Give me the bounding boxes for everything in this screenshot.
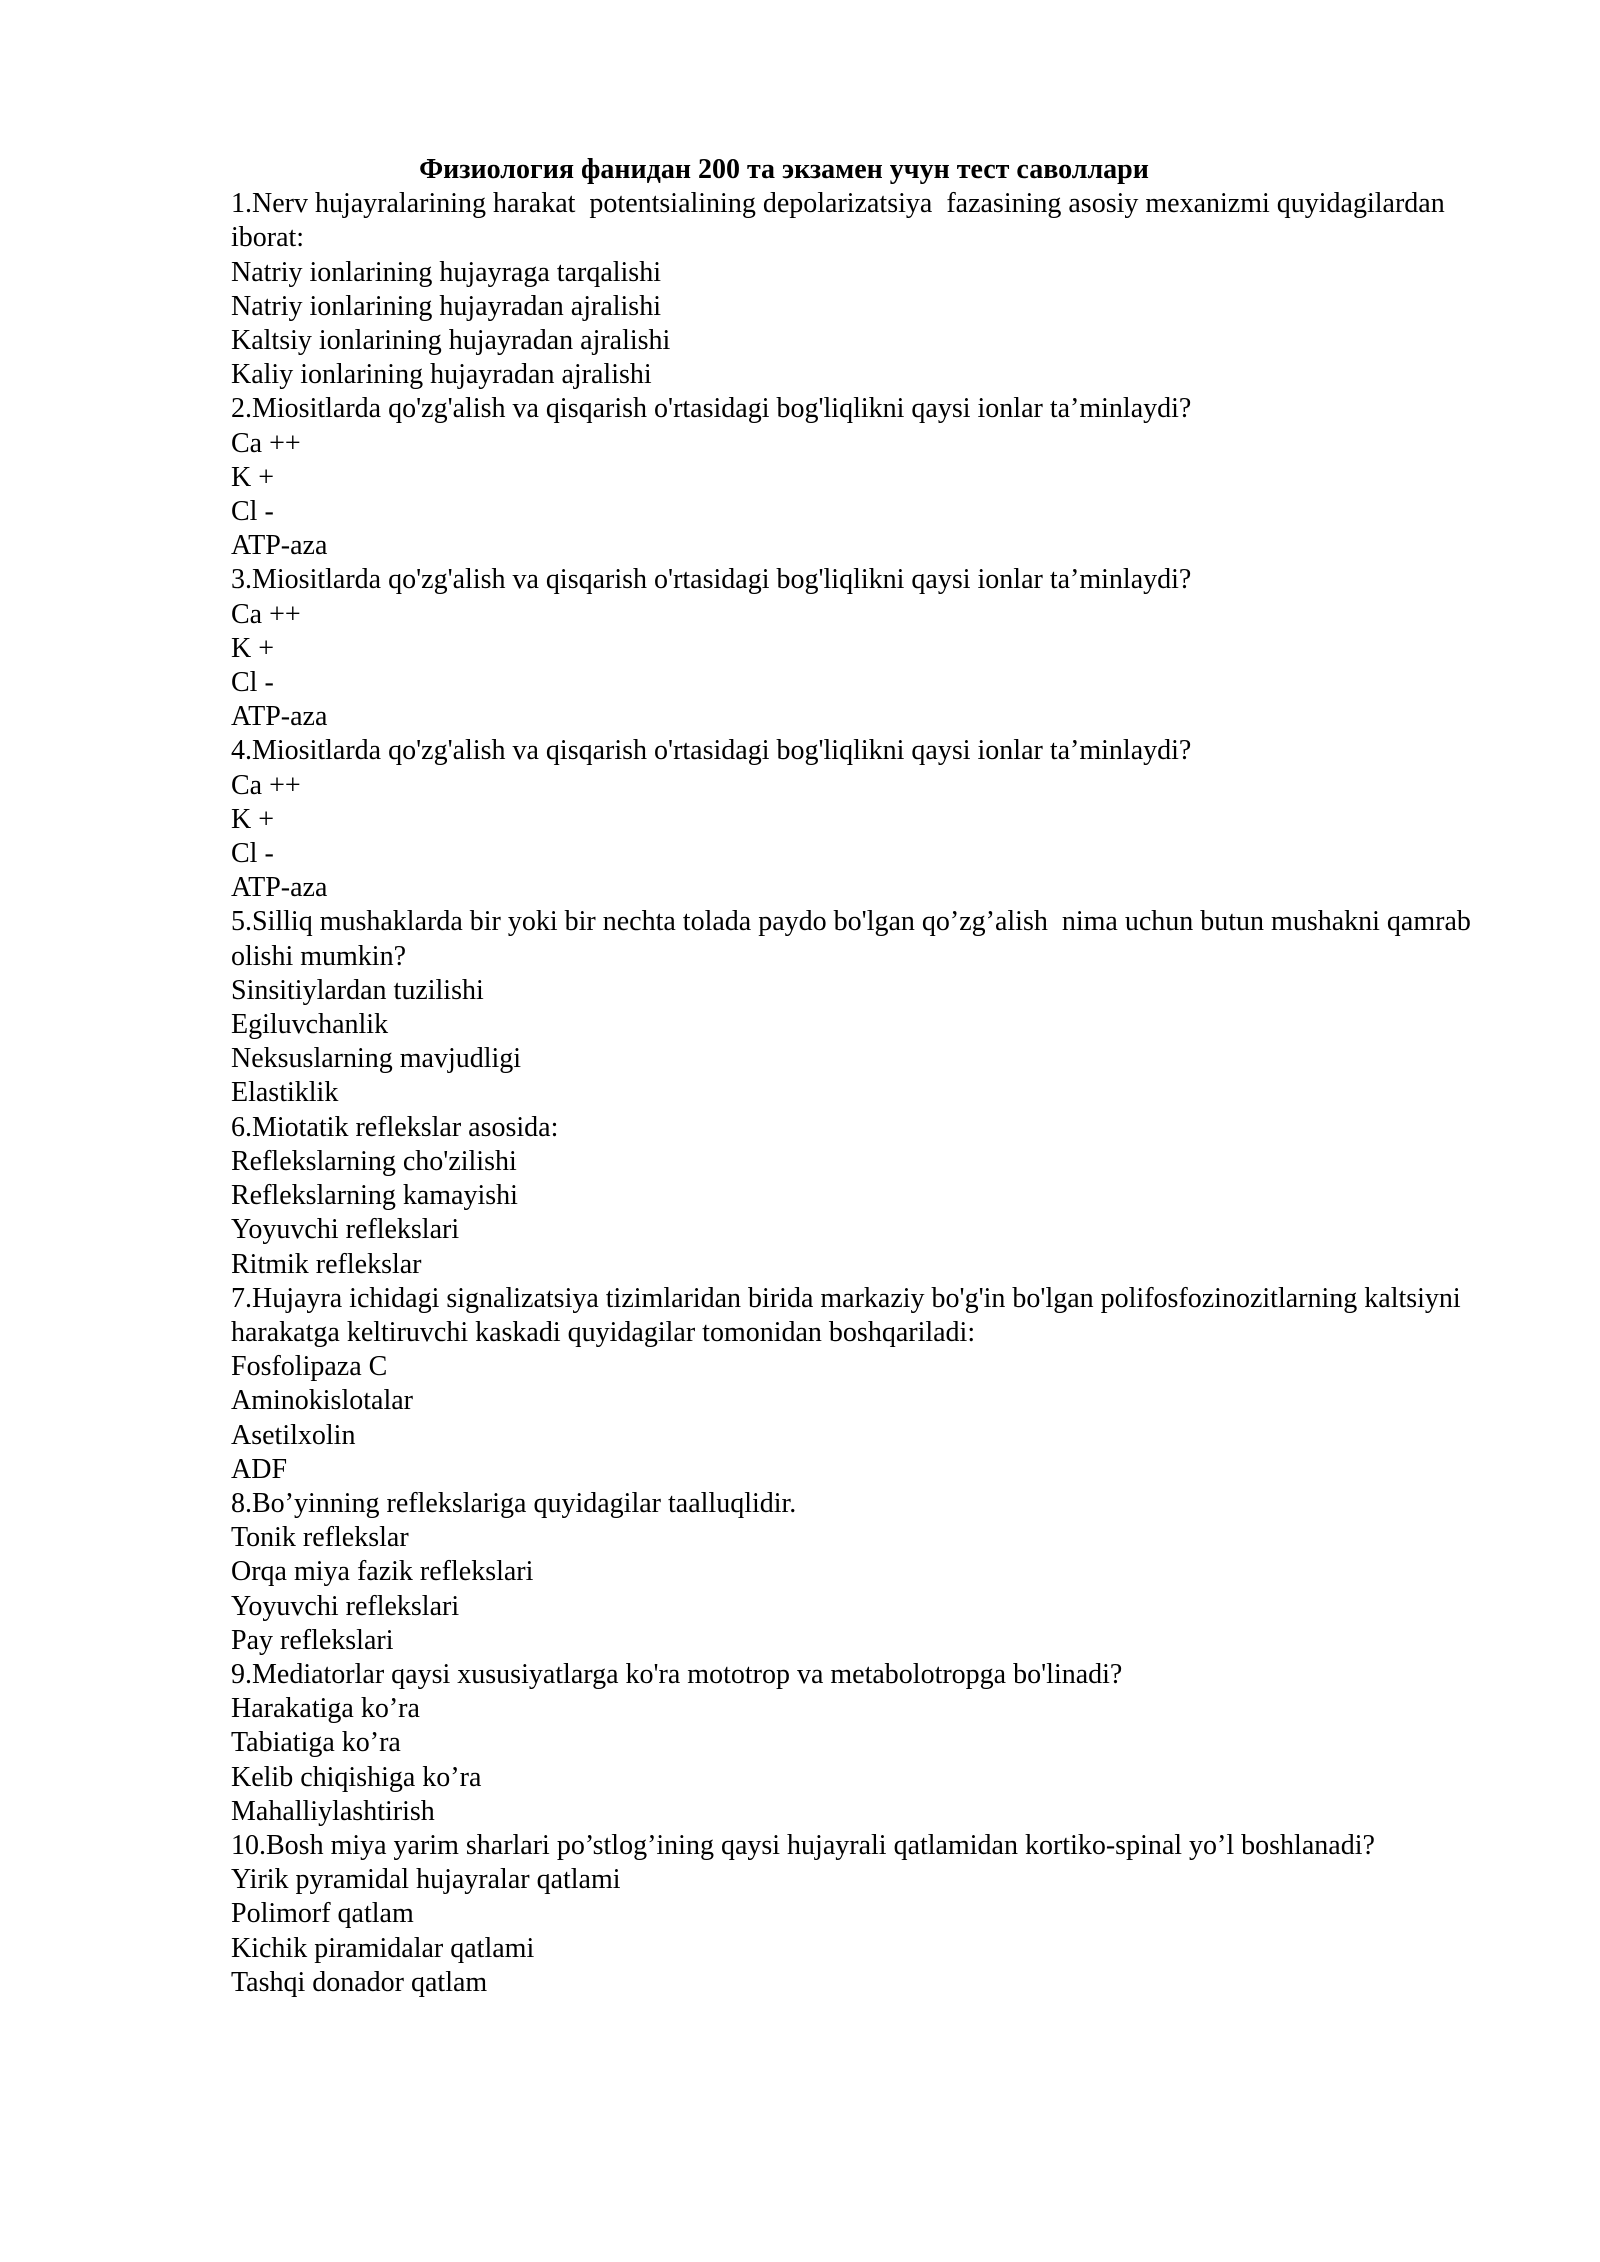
question-text: 5.Silliq mushaklarda bir yoki bir nechta tolada paydo bo'lgan qo’zg’alish nima uchun butun mushakni qamrab olishi mumkin? <box>231 906 1478 972</box>
answer-option: ADF <box>231 1453 288 1485</box>
answer-option: Egiluvchanlik <box>231 1009 389 1041</box>
question-text: 4.Miositlarda qo'zg'alish va qisqarish o'rtasidagi bog'liqlikni qaysi ionlar ta’minlaydi? <box>231 735 1192 767</box>
answer-option: Kaltsiy ionlarining hujayradan ajralishi <box>231 325 671 357</box>
answer-option: Natriy ionlarining hujayraga tarqalishi <box>231 256 661 288</box>
question-text: 7.Hujayra ichidagi signalizatsiya tizimlaridan birida markaziy bo'g'in bo'lgan polifosfozinozitlarning kaltsiyni harakatga keltiruvchi kaskadi quyidagilar tomonidan boshqariladi: <box>231 1282 1468 1348</box>
question-block <box>231 1658 1481 1829</box>
answer-option: Tonik reflekslar <box>231 1522 409 1554</box>
document-title: Физиология фанидан 200 та экзамен учун тест саволлари <box>419 154 1149 185</box>
question-block <box>231 187 1481 392</box>
question-block <box>231 1282 1481 1487</box>
answer-option: Harakatiga ko’ra <box>231 1693 420 1725</box>
answer-option: Natriy ionlarining hujayradan ajralishi <box>231 290 661 322</box>
answer-option: Cl - <box>231 667 274 699</box>
question-text: 9.Mediatorlar qaysi xususiyatlarga ko'ra mototrop va metabolotropga bo'linadi? <box>231 1658 1123 1690</box>
document-body <box>231 153 1481 2000</box>
question-block <box>231 392 1481 563</box>
answer-option: Aminokislotalar <box>231 1385 413 1417</box>
answer-option: Yoyuvchi reflekslari <box>231 1214 460 1246</box>
question-text: 8.Bo’yinning reflekslariga quyidagilar taalluqlidir. <box>231 1487 797 1519</box>
answer-option: Ca ++ <box>231 769 301 801</box>
answer-option: Fosfolipaza C <box>231 1351 388 1383</box>
answer-option: Ca ++ <box>231 427 301 459</box>
question-block <box>231 1829 1481 2000</box>
answer-option: Elastiklik <box>231 1077 339 1109</box>
question-text: 1.Nerv hujayralarining harakat potentsialining depolarizatsiya fazasining asosiy mexanizmi quyidagilardan iborat: <box>231 188 1452 254</box>
answer-option: Sinsitiylardan tuzilishi <box>231 974 484 1006</box>
answer-option: ATP-aza <box>231 701 328 733</box>
answer-option: K + <box>231 461 275 493</box>
answer-option: Reflekslarning cho'zilishi <box>231 1145 517 1177</box>
answer-option: K + <box>231 632 275 664</box>
answer-option: ATP-aza <box>231 872 328 904</box>
answer-option: ATP-aza <box>231 530 328 562</box>
answer-option: Yirik pyramidal hujayralar qatlami <box>231 1864 621 1896</box>
answer-option: Reflekslarning kamayishi <box>231 1180 518 1212</box>
answer-option: Yoyuvchi reflekslari <box>231 1590 460 1622</box>
question-text: 6.Miotatik reflekslar asosida: <box>231 1111 559 1143</box>
answer-option: Polimorf qatlam <box>231 1898 414 1930</box>
question-text: 3.Miositlarda qo'zg'alish va qisqarish o'rtasidagi bog'liqlikni qaysi ionlar ta’minlaydi? <box>231 564 1192 596</box>
answer-option: Mahalliylashtirish <box>231 1795 435 1827</box>
question-block <box>231 1487 1481 1658</box>
question-block <box>231 734 1481 905</box>
question-block <box>231 905 1481 1110</box>
answer-option: K + <box>231 803 275 835</box>
answer-option: Orqa miya fazik reflekslari <box>231 1556 534 1588</box>
answer-option: Tashqi donador qatlam <box>231 1966 488 1998</box>
answer-option: Cl - <box>231 496 274 528</box>
question-block <box>231 1111 1481 1282</box>
answer-option: Kelib chiqishiga ko’ra <box>231 1761 482 1793</box>
answer-option: Kichik piramidalar qatlami <box>231 1932 535 1964</box>
answer-option: Ritmik reflekslar <box>231 1248 422 1280</box>
answer-option: Cl - <box>231 838 274 870</box>
question-text: 10.Bosh miya yarim sharlari po’stlog’ining qaysi hujayrali qatlamidan kortiko-spinal yo’l boshlanadi? <box>231 1829 1375 1861</box>
question-block <box>231 563 1481 734</box>
answer-option: Tabiatiga ko’ra <box>231 1727 401 1759</box>
question-text: 2.Miositlarda qo'zg'alish va qisqarish o'rtasidagi bog'liqlikni qaysi ionlar ta’minlaydi? <box>231 393 1192 425</box>
question-list <box>231 187 1481 2000</box>
answer-option: Asetilxolin <box>231 1419 356 1451</box>
answer-option: Neksuslarning mavjudligi <box>231 1043 522 1075</box>
answer-option: Ca ++ <box>231 598 301 630</box>
answer-option: Kaliy ionlarining hujayradan ajralishi <box>231 359 652 391</box>
answer-option: Pay reflekslari <box>231 1624 394 1656</box>
